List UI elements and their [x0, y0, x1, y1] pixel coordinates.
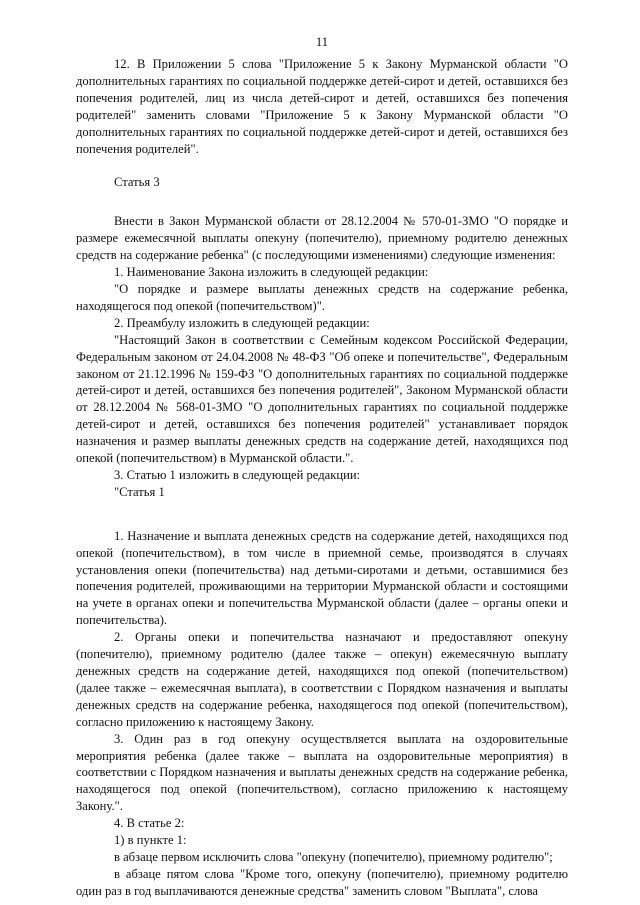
- paragraph-item-12: 12. В Приложении 5 слова "Приложение 5 к Закону Мурманской области "О дополнительных гарантиях по социальной поддержке детей-сирот и детей, оставшихся без попечения родителей, лиц из числа детей-сирот и детей, оставшихся без попечения родителей" заменить словами "Приложение 5 к Закону Мурманской области "О дополнительных гарантиях по социальной поддержке детей-сирот и детей, оставшихся без попечения родителей".: [76, 57, 568, 156]
- article-1-part-3: 3. Один раз в год опекуну осуществляется выплата на оздоровительные мероприятия ребенка (далее также – выплата на оздоровительные мероприятия) в соответствии с Порядком назначения и выплаты денежных средств на содержание ребенка, находящегося под опекой (попечительством), согласно приложению к настоящему Закону.".: [76, 731, 568, 814]
- amendment-item-1: 1. Наименование Закона изложить в следующей редакции:: [114, 265, 429, 280]
- amendment-item-1-text: "О порядке и размере выплаты денежных средств на содержание ребенка, находящегося под опекой (попечительством)".: [76, 281, 568, 313]
- article-1-heading: "Статья 1: [114, 484, 165, 499]
- article-intro: Внести в Закон Мурманской области от 28.12.2004 № 570-01-ЗМО "О порядке и размере ежемесячной выплаты опекуну (попечителю), приемному родителю денежных средств на содержание ребенка" (с последующими изменениями) следующие изменения:: [76, 214, 568, 263]
- article-heading: Статья 3: [114, 175, 160, 190]
- subitem-1-paragraph-1: в абзаце первом исключить слова "опекуну (попечителю), приемному родителю";: [114, 849, 553, 864]
- amendment-item-2: 2. Преамбулу изложить в следующей редакции:: [114, 315, 370, 330]
- article-1-part-1: 1. Назначение и выплата денежных средств на содержание детей, находящихся под опекой (попечительством), в том числе в приемной семье, производятся в случаях установления опеки (попечительства) над детьми-сиротами и детьми, оставшимися без попечения родителей, проживающими на территории Мурманской области и состоящими на учете в органах опеки и попечительства Мурманской области (далее – органы опеки и попечительства).: [76, 528, 568, 628]
- amendment-item-3: 3. Статью 1 изложить в следующей редакции:: [114, 467, 361, 482]
- preamble-text: "Настоящий Закон в соответствии с Семейным кодексом Российской Федерации, Федеральным законом от 24.04.2008 № 48-ФЗ "Об опеке и попечительстве", Федеральным законом от 21.12.1996 № 159-ФЗ "О дополнительных гарантиях по социальной поддержке детей-сирот и детей, оставшихся без попечения родителей", Законом Мурманской области от 28.12.2004 № 568-01-ЗМО "О дополнительных гарантиях по социальной поддержке детей-сирот и детей, оставшихся без попечения родителей" устанавливает порядок назначения и размер выплаты денежных средств на содержание детей, находящихся под опекой (попечительством) в Мурманской области.".: [76, 332, 568, 466]
- amendment-item-4: 4. В статье 2:: [114, 816, 185, 831]
- article-1-part-2: 2. Органы опеки и попечительства назначают и предоставляют опекуну (попечителю), приемному родителю (далее также – опекун) ежемесячную выплату денежных средств на содержание детей, находящихся под опекой (попечительством) (далее также – ежемесячная выплата), в соответствии с Порядком назначения и выплаты денежных средств на содержание ребенка, находящегося под опекой (попечительством), согласно приложению к настоящему Закону.: [76, 630, 568, 729]
- page-number: 11: [315, 35, 329, 49]
- subitem-1-paragraph-5: в абзаце пятом слова "Кроме того, опекуну (попечителю), приемному родителю один раз в год выплачиваются денежные средства" заменить словом "Выплата", слова: [76, 866, 568, 898]
- document-body: [76, 56, 568, 900]
- subitem-1: 1) в пункте 1:: [114, 833, 187, 848]
- document-page: [76, 0, 568, 905]
